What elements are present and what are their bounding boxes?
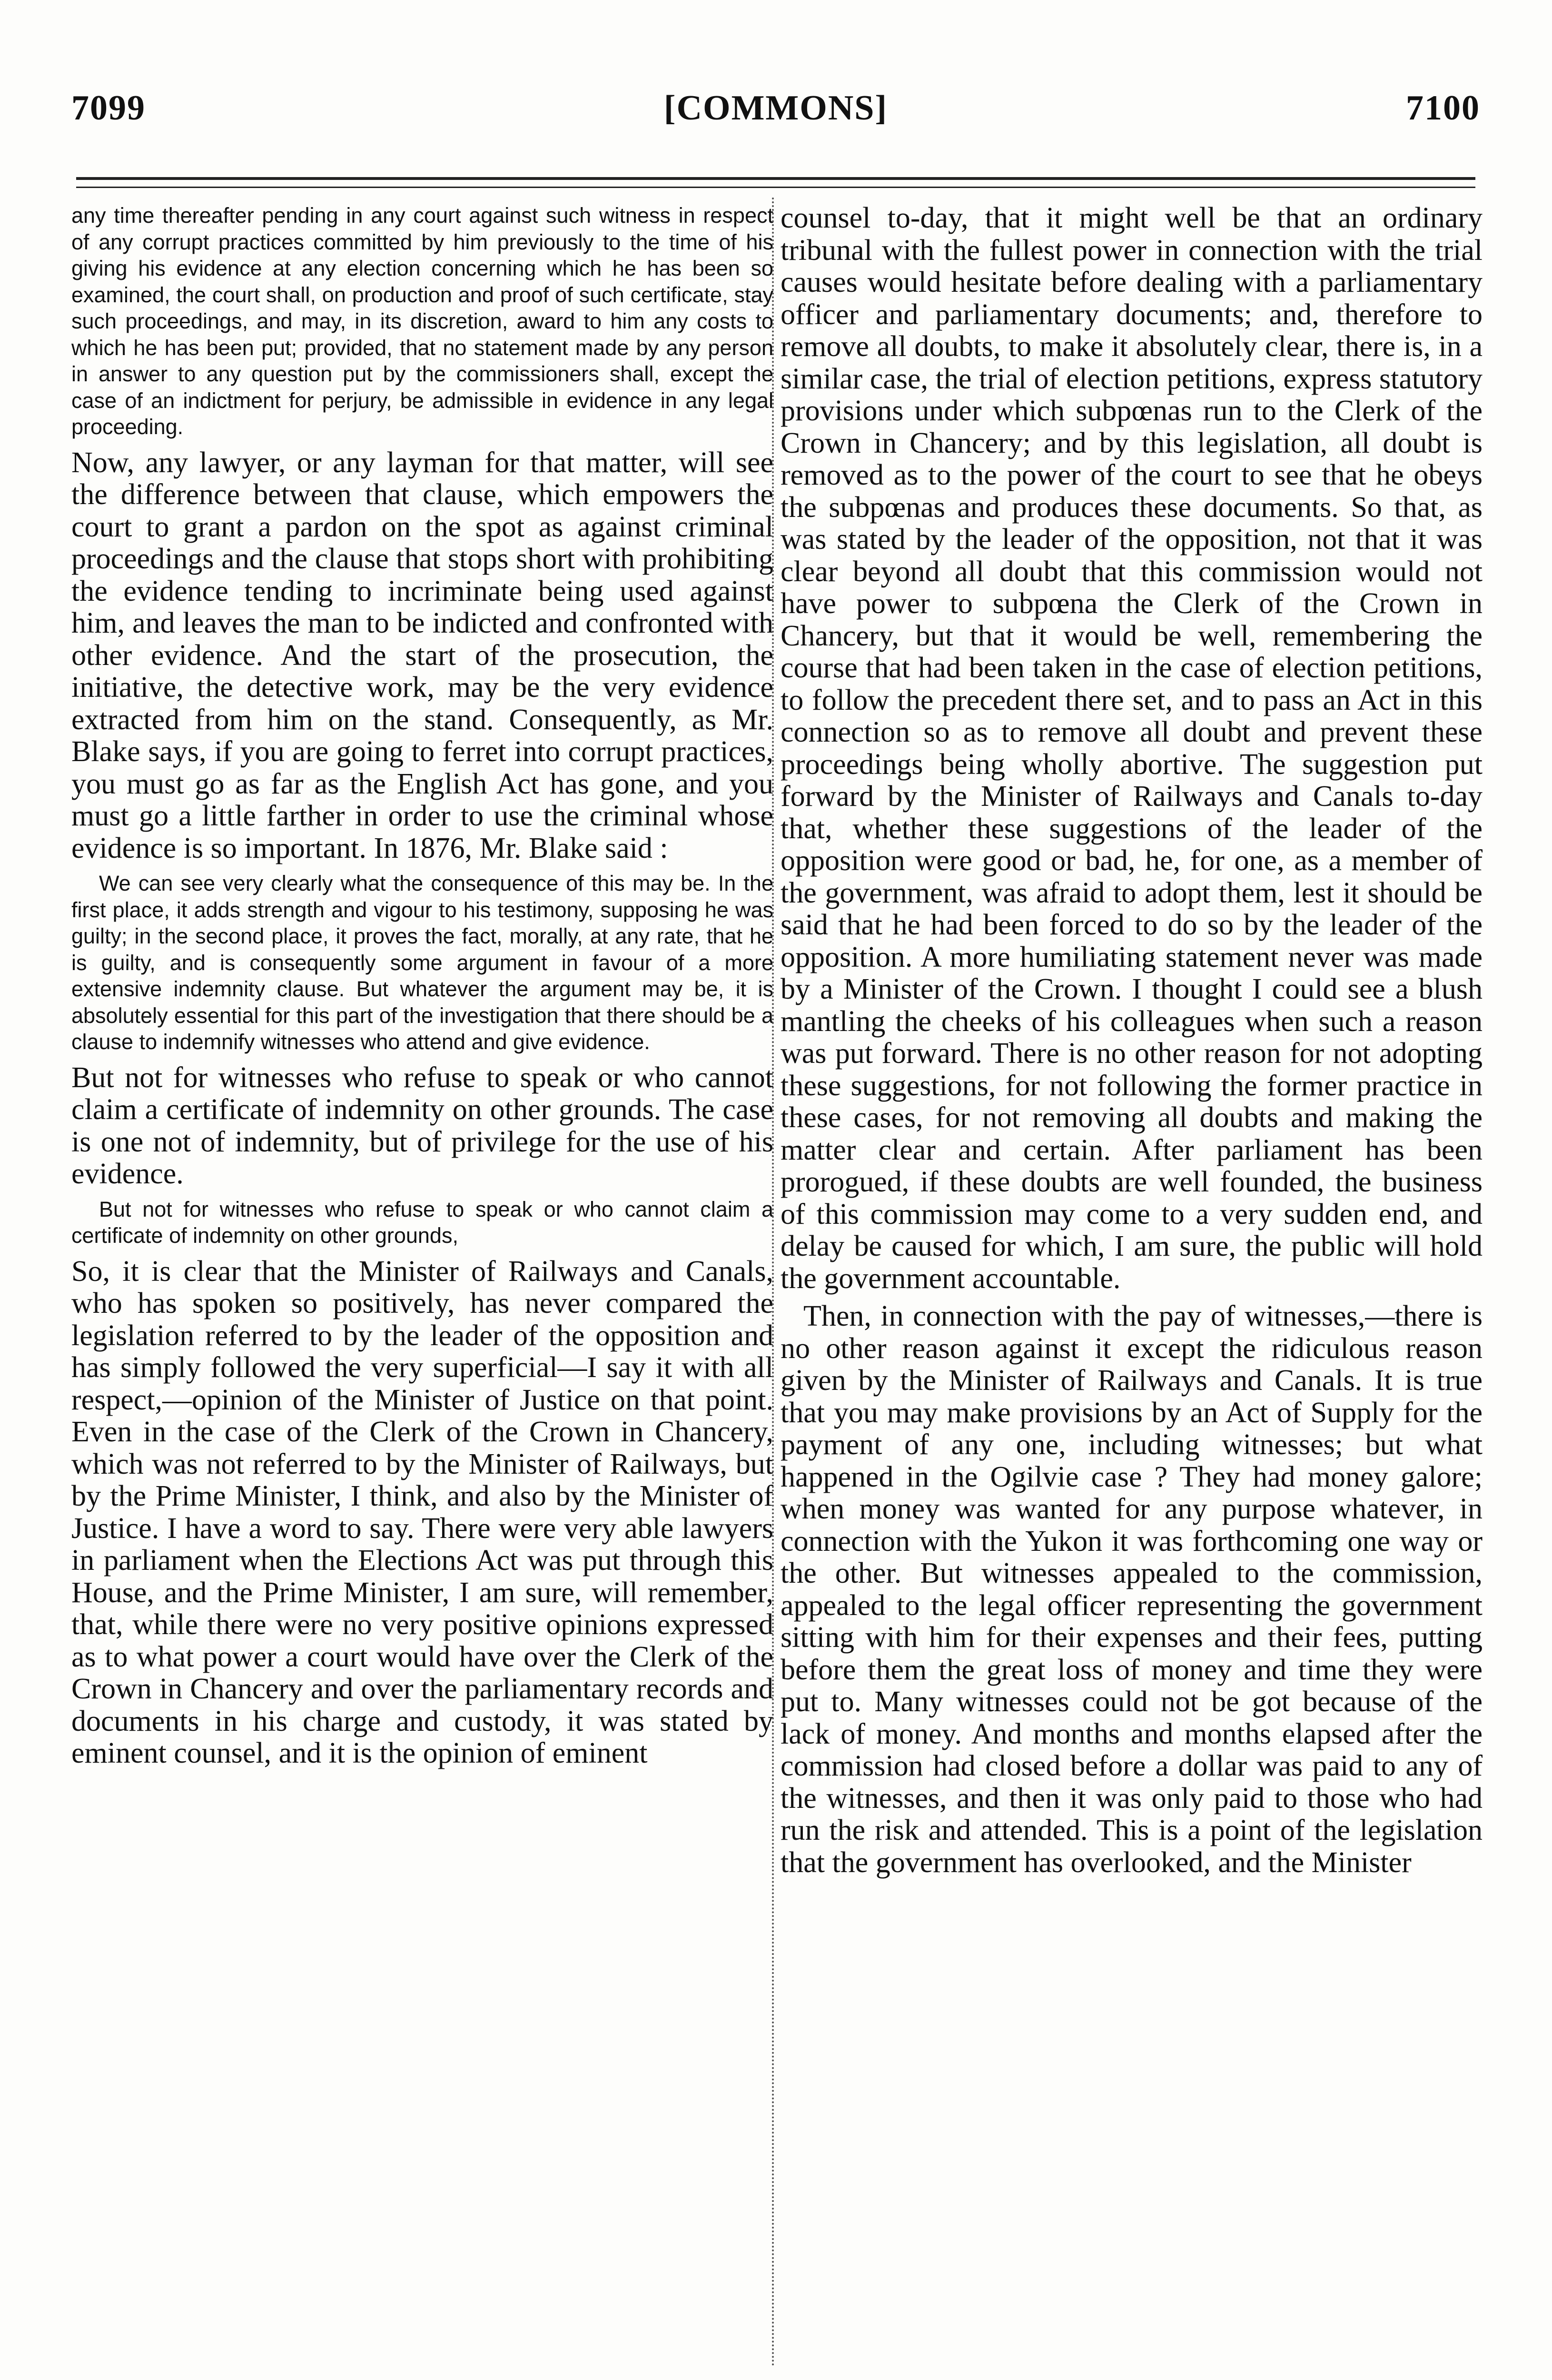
speech-paragraph: So, it is clear that the Minister of Railways and Canals, who has spoken so positively, has never compared the legislation referred to by the leader of the opposition and has simply followed the very superficial—I say it with all respect,—opinion of the Minister of Justice on that point. Even in the case of the Clerk of the Crown in Chancery, which was not referred to by the Minister of Railways, but by the Prime Minister, I think, and also by the Minister of Justice. I have a word to say. There were very able lawyers in parliament when the Elections Act was put through this House, and the Prime Minister, I am sure, will remember, that, while there were no very positive opinions expressed as to what power a court would have over the Clerk of the Crown in Chancery and over the parliamentary records and documents in his charge and custody, it was stated by eminent counsel, and it is the opinion of eminent bbox=[71, 1255, 773, 1769]
quoted-statute: any time thereafter pending in any court against such witness in respect of any corrupt practices committed by him previously to the time of his giving his evidence at any election concerning which he has been so examined, the court shall, on production and proof of such certificate, stay such proceedings, and may, in its discretion, award to him any costs to which he has been put; provided, that no statement made by any person in answer to any question put by the commissioners shall, except the case of an indictment for perjury, be admissible in evidence in any legal proceeding. bbox=[71, 203, 773, 439]
speech-paragraph: But not for witnesses who refuse to speak or who cannot claim a certificate of indemnity on other grounds. The case is one not of indemnity, but of privilege for the use of his evidence. bbox=[71, 1061, 773, 1190]
column-divider bbox=[772, 198, 774, 2368]
speech-paragraph: Now, any lawyer, or any layman for that matter, will see the difference between that clause, which empowers the court to grant a pardon on the spot as against criminal proceedings and the clause that stops short with prohibiting the evidence tending to incriminate being used against him, and leaves the man to be indicted and confronted with other evidence. And the start of the prosecution, the initiative, the detective work, may be the very evidence extracted from him on the stand. Consequently, as Mr. Blake says, if you are going to ferret into corrupt practices, you must go as far as the English Act has gone, and you must go a little farther in order to use the criminal whose evidence is so important. In 1876, Mr. Blake said : bbox=[71, 446, 773, 864]
right-column bbox=[781, 202, 1483, 2378]
page-header bbox=[71, 88, 1480, 140]
quoted-clause: But not for witnesses who refuse to speak or who cannot claim a certificate of indemnity on other grounds, bbox=[71, 1197, 773, 1248]
speech-paragraph: counsel to-day, that it might well be that an ordinary tribunal with the fullest power in connection with the trial causes would hesitate before dealing with a parliamentary officer and parliamentary documents; and, therefore to remove all doubts, to make it absolutely clear, there is, in a similar case, the trial of election petitions, express statutory provisions under which subpœnas run to the Clerk of the Crown in Chancery; and by this legislation, all doubt is removed as to the power of the court to see that he obeys the subpœnas and produces these documents. So that, as was stated by the leader of the opposition, not that it was clear beyond all doubt that this commission would not have power to subpœna the Clerk of the Crown in Chancery, but that it would be well, remembering the course that had been taken in the case of election petitions, to follow the precedent there set, and to pass an Act in this connection so as to remove all doubt and prevent these proceedings being wholly abortive. The suggestion put forward by the Minister of Railways and Canals to-day that, whether these suggestions of the leader of the opposition were good or bad, he, for one, as a member of the government, was afraid to adopt them, lest it should be said that he had been forced to do so by the leader of the opposition. A more humiliating statement never was made by a Minister of the Crown. I thought I could see a blush mantling the cheeks of his colleagues when such a reason was put forward. There is no other reason for not adopting these suggestions, for not following the former practice in these cases, for not removing all doubts and making the matter clear and certain. After parliament has been prorogued, if these doubts are well founded, the business of this commission may come to a very sudden end, and delay be caused for which, I am sure, the public will hold the government accountable. bbox=[781, 202, 1483, 1295]
quoted-speech: We can see very clearly what the consequence of this may be. In the first place, it adds strength and vigour to his testimony, supposing he was guilty; in the second place, it proves the fact, morally, at any rate, that he is guilty, and is consequently some argument in favour of a more extensive indemnity clause. But whatever the argument may be, it is absolutely essential for this part of the investigation that there should be a clause to indemnify witnesses who attend and give evidence. bbox=[71, 871, 773, 1054]
left-column bbox=[71, 202, 773, 2378]
speech-paragraph: Then, in connection with the pay of witnesses,—there is no other reason against it except the ridiculous reason given by the Minister of Railways and Canals. It is true that you may make provisions by an Act of Supply for the payment of any one, including witnesses; but what happened in the Ogilvie case ? They had money galore; when money was wanted for any purpose whatever, in connection with the Yukon it was forthcoming one way or the other. But witnesses appealed to the commission, appealed to the legal officer representing the government sitting with him for their expenses and their fees, putting before them the great loss of money and time they were put to. Many witnesses could not be got because of the lack of money. And months and months elapsed after the commission had closed before a dollar was paid to any of the witnesses, and then it was only paid to those who had run the risk and attended. This is a point of the legislation that the government has overlooked, and the Minister bbox=[781, 1300, 1483, 1879]
right-page-number: 7100 bbox=[1406, 89, 1480, 128]
left-page-number: 7099 bbox=[71, 89, 146, 128]
header-rule-thin bbox=[76, 187, 1475, 188]
header-rule bbox=[76, 177, 1475, 180]
page-title: [COMMONS] bbox=[663, 89, 888, 128]
